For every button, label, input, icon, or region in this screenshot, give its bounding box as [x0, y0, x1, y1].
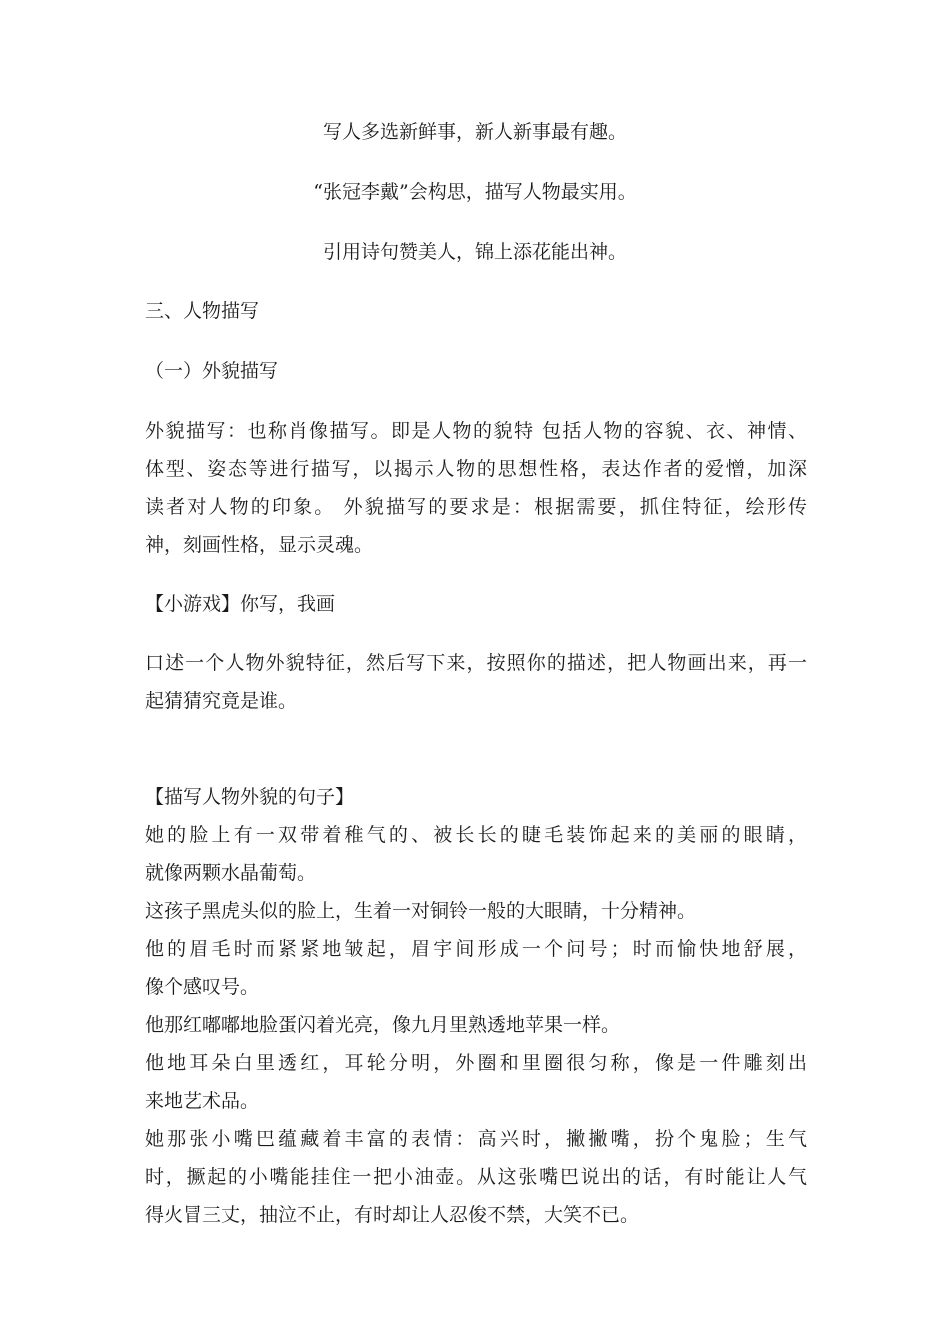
- example-line-5: 像个感叹号。: [145, 976, 260, 998]
- example-line-1: 她的脸上有一双带着稚气的、被长长的睫毛装饰起来的美丽的眼睛，: [145, 824, 807, 846]
- poem-line-2: “张冠李戴”会构思，描写人物最实用。: [313, 181, 637, 203]
- example-line-10: 时，撅起的小嘴能挂住一把小油壶。从这张嘴巴说出的话，有时能让人气: [145, 1166, 807, 1188]
- definition-line-4: 神，刻画性格，显示灵魂。: [145, 534, 374, 556]
- definition-line-2: 体型、姿态等进行描写，以揭示人物的思想性格，表达作者的爱憎，加深: [145, 458, 807, 480]
- example-line-11: 得火冒三丈，抽泣不止，有时却让人忍俊不禁，大笑不已。: [145, 1204, 640, 1226]
- poem-line-3: 引用诗句赞美人，锦上添花能出神。: [322, 241, 627, 263]
- example-line-7: 他地耳朵白里透红，耳轮分明，外圈和里圈很匀称，像是一件雕刻出: [145, 1052, 807, 1074]
- example-line-8: 来地艺术品。: [145, 1090, 260, 1112]
- section-heading: 三、人物描写: [145, 300, 260, 322]
- poem-line-1: 写人多选新鲜事，新人新事最有趣。: [322, 121, 627, 143]
- example-line-2: 就像两颗水晶葡萄。: [145, 862, 317, 884]
- example-line-4: 他的眉毛时而紧紧地皱起，眉宇间形成一个问号；时而愉快地舒展，: [145, 938, 807, 960]
- example-line-9: 她那张小嘴巴蕴藏着丰富的表情：高兴时，撇撇嘴，扮个鬼脸；生气: [145, 1128, 807, 1150]
- definition-line-1: 外貌描写：也称肖像描写。即是人物的貌特 包括人物的容貌、衣、神情、: [145, 420, 807, 442]
- subsection-heading: （一）外貌描写: [145, 360, 279, 382]
- example-line-6: 他那红嘟嘟地脸蛋闪着光亮，像九月里熟透地苹果一样。: [145, 1014, 621, 1036]
- example-line-3: 这孩子黑虎头似的脸上，生着一对铜铃一般的大眼睛，十分精神。: [145, 900, 697, 922]
- examples-heading: 【描写人物外貌的句子】: [145, 786, 355, 808]
- game-line-1: 口述一个人物外貌特征，然后写下来，按照你的描述，把人物画出来，再一: [145, 652, 807, 674]
- game-heading: 【小游戏】你写，我画: [145, 593, 336, 615]
- definition-line-3: 读者对人物的印象。 外貌描写的要求是：根据需要，抓住特征，绘形传: [145, 496, 807, 518]
- game-line-2: 起猜猜究竟是谁。: [145, 690, 298, 712]
